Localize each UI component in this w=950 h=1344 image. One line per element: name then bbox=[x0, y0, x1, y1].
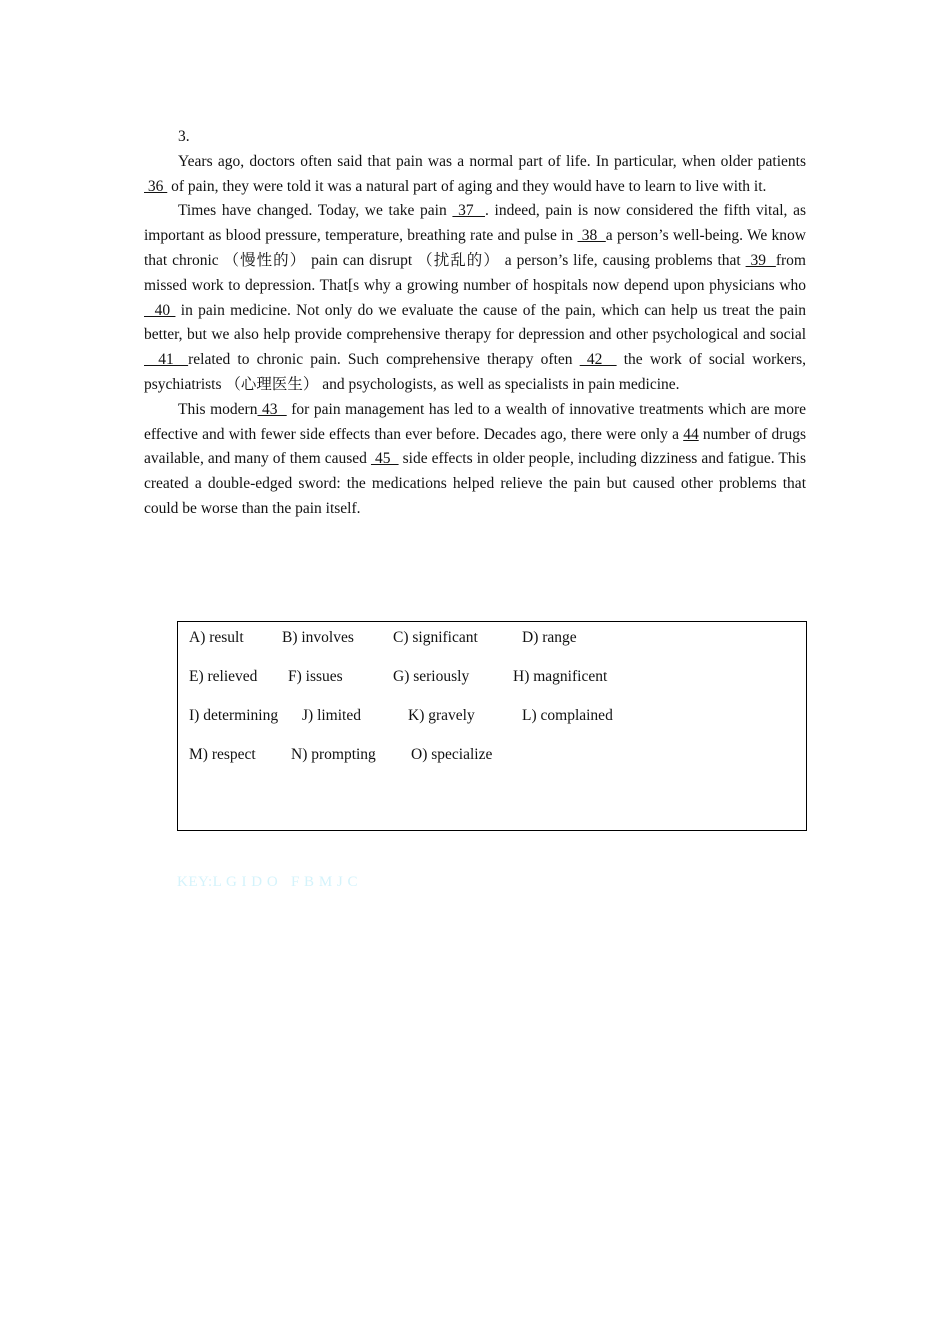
passage-text: a person’s well-being. We know that chronic （慢性的） pain can disrupt （扰乱的） a person’s life, causing problems that bbox=[144, 227, 806, 269]
word-option: C) significant bbox=[393, 629, 478, 646]
passage-text: . indeed, pain is now considered the fifth vital, as important as blood pressure, temperature, breathing rate and pulse in bbox=[144, 202, 806, 245]
word-option: L) complained bbox=[522, 707, 613, 724]
passage-text: number of drugs available, and many of them caused bbox=[144, 425, 807, 468]
word-option: I) determining bbox=[189, 707, 279, 724]
word-option: H) magnificent bbox=[513, 668, 608, 685]
word-option: O) specialize bbox=[411, 746, 493, 763]
passage-text: in pain medicine. Not only do we evaluate the cause of the pain, which can help us treat the pain better, but we also help provide comprehensive therapy for depression and other psychological and social bbox=[144, 301, 806, 344]
answer-blank: 45 bbox=[370, 450, 399, 468]
passage-text: the work of social workers, psychiatrists （心理医生） and psychologists, as well as specialists in pain medicine. bbox=[144, 351, 806, 393]
answer-blank: 42 bbox=[579, 351, 617, 369]
word-option: J) limited bbox=[302, 707, 361, 724]
passage-text: related to chronic pain. Such comprehensive therapy often bbox=[188, 351, 580, 369]
answer-key: KEY:L G I D O F B M J C bbox=[177, 874, 358, 890]
answer-blank: 41 bbox=[144, 351, 189, 369]
word-option: M) respect bbox=[189, 746, 256, 763]
word-option: D) range bbox=[522, 629, 577, 646]
answer-blank: 37 bbox=[452, 202, 485, 220]
answer-blank: 43 bbox=[257, 400, 287, 418]
answer-blank: 36 bbox=[144, 177, 168, 195]
passage-text: side effects in older people, including dizziness and fatigue. This created a double-edged sword: the medications helped relieve the pain but caused other problems that could be worse than the pain itself. bbox=[144, 450, 806, 517]
passage-text: for pain management has led to a wealth of innovative treatments which are more effective and with fewer side effects than ever before. Decades ago, there were only a bbox=[144, 400, 807, 443]
word-bank-box bbox=[177, 621, 807, 831]
passage-text: This modern bbox=[178, 400, 258, 418]
answer-blank: 40 bbox=[144, 301, 176, 319]
word-option: N) prompting bbox=[291, 746, 376, 763]
paragraph-3 bbox=[144, 398, 806, 522]
paragraph-2 bbox=[144, 199, 806, 397]
answer-blank: 38 bbox=[577, 227, 606, 245]
passage-container bbox=[144, 125, 806, 522]
passage-text: from missed work to depression. That[s why a growing number of hospitals now depend upon physicians who bbox=[144, 251, 806, 294]
answer-blank: 39 bbox=[745, 251, 776, 269]
word-option: E) relieved bbox=[189, 668, 258, 685]
passage-text: Times have changed. Today, we take pain bbox=[178, 202, 453, 220]
paragraph-1 bbox=[144, 150, 806, 200]
passage-text: Years ago, doctors often said that pain was a normal part of life. In particular, when older patients bbox=[178, 152, 806, 170]
question-number: 3. bbox=[178, 128, 190, 145]
word-option: G) seriously bbox=[393, 668, 470, 685]
word-option: A) result bbox=[189, 629, 244, 646]
passage-text: of pain, they were told it was a natural part of aging and they would have to learn to live with it. bbox=[167, 177, 767, 195]
word-option: F) issues bbox=[288, 668, 343, 685]
word-option: K) gravely bbox=[408, 707, 475, 724]
word-option: B) involves bbox=[282, 629, 354, 646]
answer-blank: 44 bbox=[683, 425, 699, 443]
